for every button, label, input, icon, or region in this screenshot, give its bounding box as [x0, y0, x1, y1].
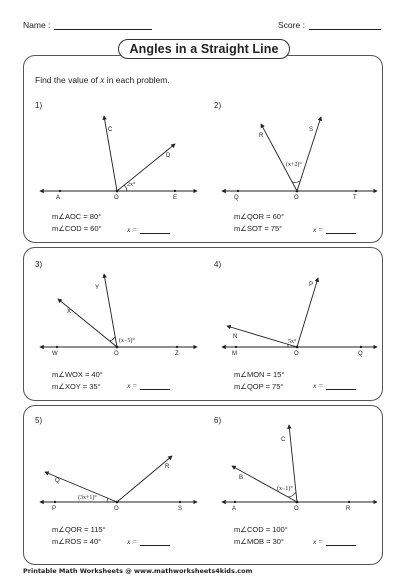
answer-blank[interactable] [140, 225, 170, 234]
point-label: Q [358, 351, 363, 357]
footer: Printable Math Worksheets @ www.mathworksheets4kids.com [23, 567, 253, 575]
problem-number: 3) [35, 260, 43, 269]
point-label: S [309, 127, 314, 133]
answer-field[interactable]: x = [313, 381, 356, 390]
point-label: A [56, 195, 61, 201]
point-label: P [309, 282, 314, 288]
answer-field[interactable]: x = [313, 537, 356, 546]
point-label: Y [95, 285, 100, 291]
point-label: R [259, 133, 264, 139]
instruction: Find the value of x in each problem. [35, 75, 170, 86]
ray [117, 456, 172, 502]
point-label: E [173, 195, 178, 201]
ray [261, 124, 297, 191]
point-label: O [114, 506, 119, 512]
angle-label: (x+2)° [286, 162, 302, 168]
angle-arc [292, 181, 300, 182]
angle-label: (3x+1)° [78, 495, 97, 501]
problem-number: 5) [35, 416, 43, 425]
point-label: M [232, 351, 237, 357]
given-values: m∠AOC = 80° m∠COD = 60° [52, 212, 102, 233]
problem-number: 4) [214, 260, 222, 269]
given-values: m∠COD = 100° m∠MOB = 30° [234, 525, 288, 546]
point-label: O [294, 195, 299, 201]
answer-field[interactable]: x = [127, 381, 170, 390]
ray [117, 144, 175, 191]
point-label: R [346, 506, 351, 512]
given-values: m∠MON = 15° m∠QOP = 75° [234, 370, 285, 391]
point-label: N [233, 334, 238, 340]
answer-field[interactable]: x = [127, 537, 170, 546]
answer-blank[interactable] [326, 225, 356, 234]
name-label: Name : [23, 20, 51, 30]
ray [104, 274, 117, 347]
problem-number: 6) [214, 416, 222, 425]
angle-label: (x−1)° [277, 486, 293, 492]
answer-blank[interactable] [326, 381, 356, 390]
point-label: O [294, 351, 299, 357]
point-label: Q [234, 195, 239, 201]
point-label: A [232, 506, 237, 512]
point-label: B [239, 475, 244, 481]
point-label: O [114, 195, 119, 201]
ray [227, 326, 297, 347]
title-wrap [0, 39, 408, 59]
ray [58, 299, 117, 347]
ray [297, 278, 318, 347]
point-label: Q [55, 478, 60, 484]
given-values: m∠WOX = 40° m∠XOY = 35° [52, 370, 103, 391]
point-label: R [165, 464, 170, 470]
problem-number: 1) [35, 101, 43, 110]
angle-label: 5x° [288, 339, 297, 345]
point-label: O [294, 506, 299, 512]
answer-field[interactable]: x = [127, 225, 170, 234]
point-label: X [67, 309, 72, 315]
point-label: C [108, 127, 113, 133]
problem-number: 2) [214, 101, 222, 110]
point-label: T [353, 195, 357, 201]
given-values: m∠QOR = 60° m∠SOT = 75° [234, 212, 284, 233]
angle-arc [110, 337, 115, 341]
angle-arc [288, 492, 296, 497]
angle-label: (x−5)° [119, 338, 135, 344]
score-label: Score : [278, 20, 305, 30]
worksheet-title: Angles in a Straight Line [118, 39, 289, 59]
point-label: C [281, 437, 286, 443]
point-label: O [114, 351, 119, 357]
point-label: S [178, 506, 183, 512]
angle-arc [107, 498, 108, 502]
point-label: Z [175, 351, 179, 357]
ray [232, 466, 297, 502]
answer-field[interactable]: x = [313, 225, 356, 234]
angle-label: 2x° [127, 182, 136, 188]
footer-site-link[interactable]: www.mathworksheets4kids.com [133, 567, 253, 575]
answer-blank[interactable] [140, 537, 170, 546]
point-label: P [52, 506, 57, 512]
answer-blank[interactable] [326, 537, 356, 546]
point-label: W [52, 351, 58, 357]
given-values: m∠QOR = 115° m∠ROS = 40° [52, 525, 106, 546]
point-label: D [166, 153, 171, 159]
answer-blank[interactable] [140, 381, 170, 390]
